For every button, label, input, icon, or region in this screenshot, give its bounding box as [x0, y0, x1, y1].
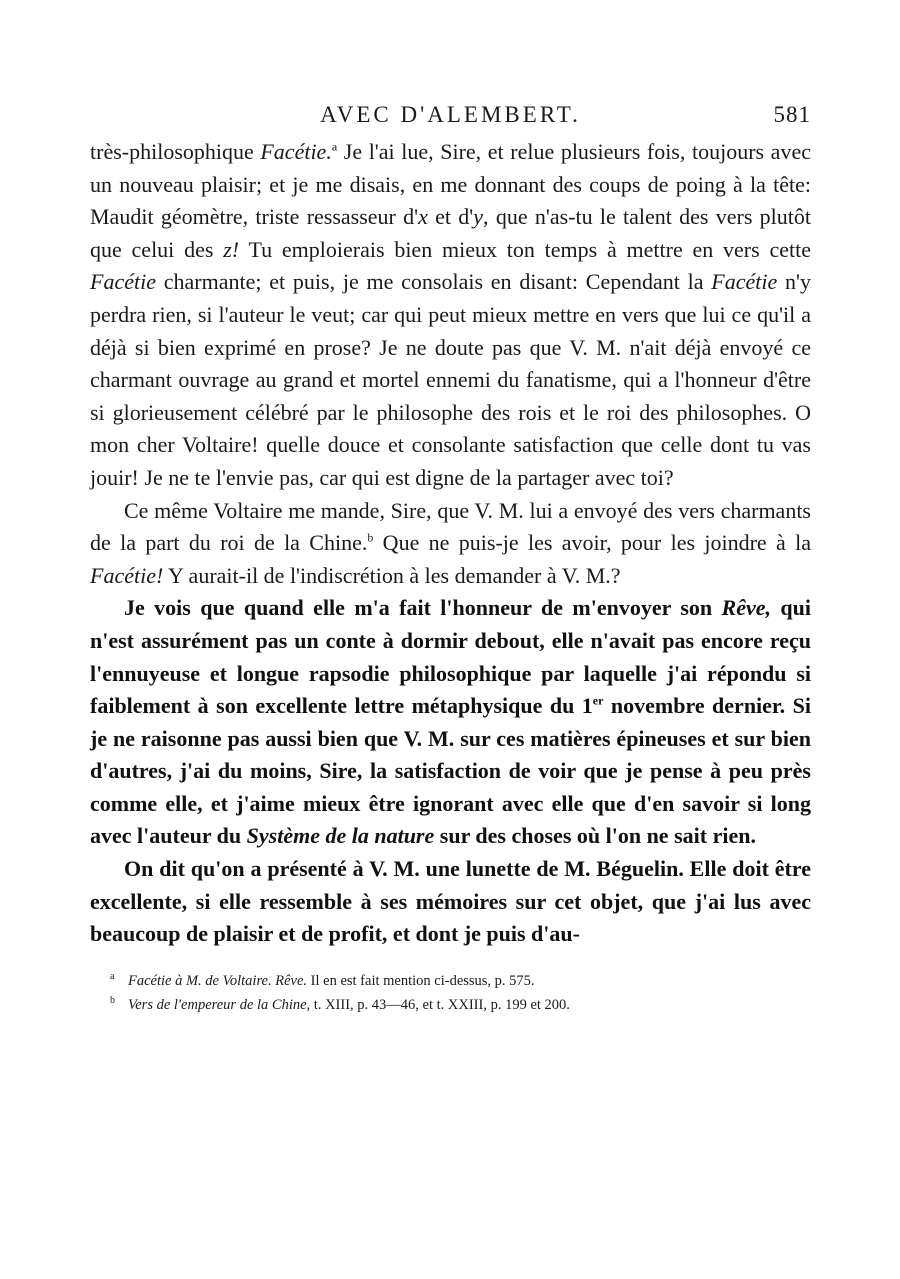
- text-run: t. XIII, p. 43—46, et t. XXIII, p. 199 et 200.: [310, 996, 570, 1013]
- superscript: b: [367, 530, 374, 545]
- italic-text: Rêve,: [721, 595, 772, 621]
- text-run: Je vois que quand elle m'a fait l'honneur de m'envoyer son: [124, 595, 722, 621]
- italic-text: Facétie.: [260, 139, 332, 164]
- paragraph: [90, 136, 811, 495]
- text-run: sur des choses où l'on ne sait rien.: [434, 823, 756, 849]
- document-page: [90, 102, 811, 1017]
- italic-text: Facétie!: [90, 562, 164, 588]
- text-run: charmante; et puis, je me consolais en disant: Cependant la: [155, 269, 712, 295]
- text-run: novembre dernier. Si je ne raisonne pas aussi bien que V. M. sur ces matières épineuses et sur bien d'autres, j'ai du moins, Sire, la satisfaction de voir que je pense à peu près comme elle, et j'aime mieux être ignorant avec elle que d'en savoir si long avec l'auteur du: [90, 693, 811, 849]
- text-run: n'y perdra rien, si l'auteur le veut; car qui peut mieux mettre en vers que lui ce qu'il a déjà si bien exprimé en prose? Je ne doute pas que V. M. n'ait déjà envoyé ce charmant ouvrage au grand et mortel ennemi du fanatisme, qui a l'honneur d'être si glorieusement célébré par le philosophe des rois et le roi des philosophes. O mon cher Voltaire! quelle douce et consolante satisfaction que celle dont tu vas jouir! Je ne te l'envie pas, car qui est digne de la partager avec toi?: [90, 269, 811, 490]
- superscript: a: [331, 139, 338, 154]
- paragraph: [90, 853, 811, 951]
- footnote: b Vers de l'empereur de la Chine, t. XIII, p. 43—46, et t. XXIII, p. 199 et 200.: [110, 995, 570, 1013]
- text-run: Je l'ai lue, Sire, et relue plusieurs fois, toujours avec un nouveau plaisir; et je me disais, en me donnant des coups de poing à la tête: Maudit géomètre, triste ressasseur d': [90, 139, 811, 230]
- paragraph: [90, 495, 811, 593]
- text-run: Ce même Voltaire me mande, Sire, que V. M. lui a envoyé des vers charmants de la part du roi de la Chine.: [90, 497, 811, 556]
- text-run: et d': [427, 204, 474, 230]
- text-run: On dit qu'on a présenté à V. M. une lunette de M. Béguelin. Elle doit être excellente, si elle ressemble à ses mémoires sur cet objet, que j'ai lus avec beaucoup de plaisir et de profit, et dont je puis d'au-: [90, 856, 811, 947]
- text-run: Y aurait-il de l'indiscrétion à les demander à V. M.?: [163, 562, 621, 588]
- italic-text: x: [418, 204, 428, 230]
- superscript: er: [592, 693, 604, 708]
- text-run: , que n'as-tu le talent des vers plutôt que celui des: [90, 204, 811, 262]
- italic-text: Vers de l'empereur de la Chine,: [128, 996, 311, 1013]
- italic-text: Système de la nature: [246, 823, 435, 849]
- text-run: qui n'est assurément pas un conte à dormir debout, elle n'avait pas encore reçu l'ennuyeuse et longue rapsodie philosophique par laquelle j'ai répondu si faiblement à son excellente lettre métaphysique du 1: [90, 595, 811, 719]
- italic-text: Facétie: [711, 269, 778, 295]
- italic-text: z!: [223, 236, 240, 262]
- italic-text: y: [473, 204, 484, 230]
- italic-text: Facétie: [90, 269, 156, 295]
- body-text: [90, 136, 811, 951]
- running-title: AVEC D'ALEMBERT.: [320, 102, 581, 127]
- text-run: Tu emploierais bien mieux ton temps à mettre en vers cette: [239, 236, 811, 262]
- text-run: Il en est fait mention ci-dessus, p. 575.: [307, 972, 535, 989]
- paragraph: [90, 592, 811, 853]
- page-number: 581: [773, 102, 811, 127]
- running-head: [90, 102, 811, 136]
- italic-text: Facétie à M. de Voltaire. Rêve.: [128, 972, 308, 989]
- footnote: a Facétie à M. de Voltaire. Rêve. Il en est fait mention ci-dessus, p. 575.: [110, 971, 535, 989]
- text-run: très-philosophique: [90, 139, 261, 164]
- footnotes: [90, 969, 811, 1017]
- text-run: Que ne puis-je les avoir, pour les joindre à la: [373, 530, 811, 556]
